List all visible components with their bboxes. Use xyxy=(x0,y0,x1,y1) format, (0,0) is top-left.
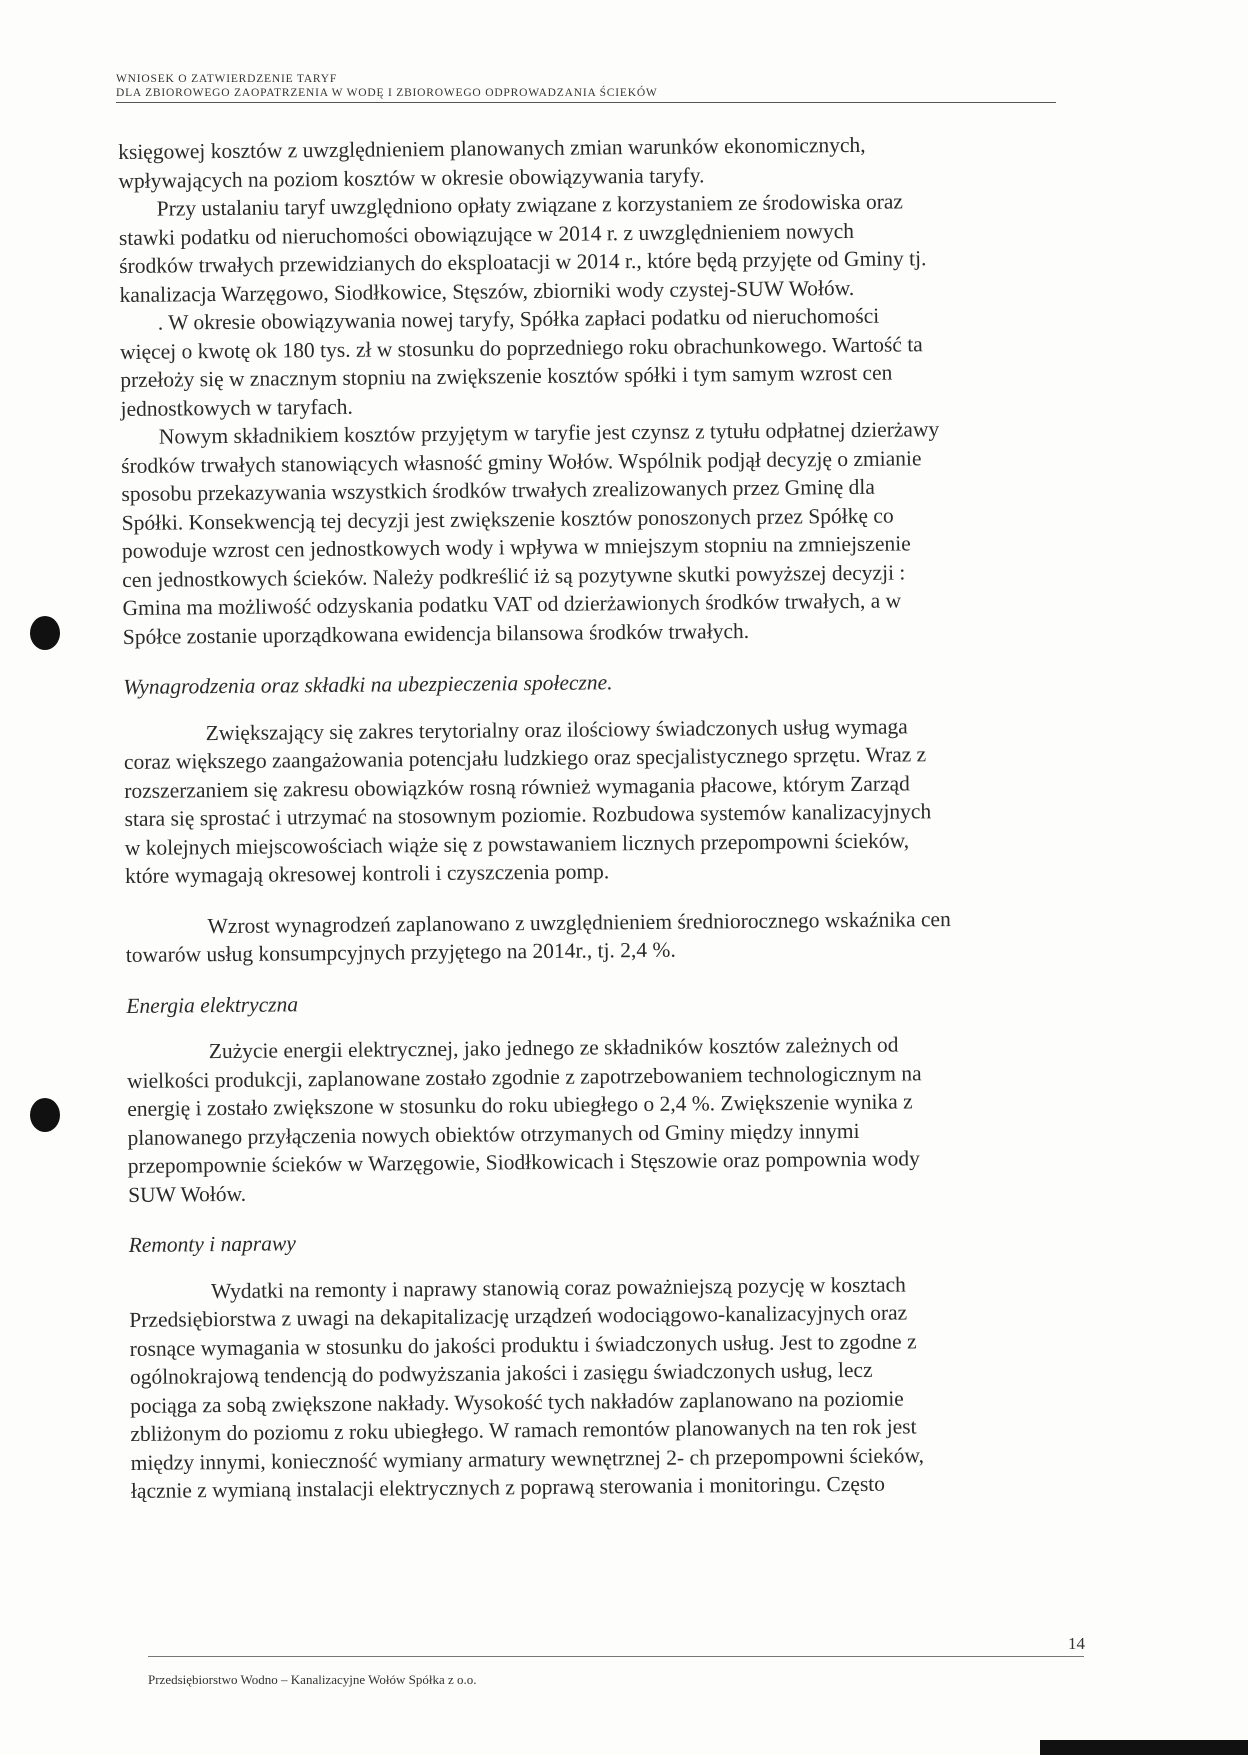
footer-company-name: Przedsiębiorstwo Wodno – Kanalizacyjne Wołów Spółka z o.o. xyxy=(148,1672,477,1687)
page-number: 14 xyxy=(1068,1634,1085,1653)
text-line: Nowym składnikiem kosztów przyjętym w taryfie jest czynsz z tytułu odpłatnej dzierżawy xyxy=(158,417,940,449)
text-line: rosnące wymagania w stosunku do jakości produktu i świadczonych usług. Jest to zgodne z xyxy=(129,1328,917,1361)
text-line: więcej o kwotę ok 180 tys. zł w stosunku do poprzedniego roku obrachunkowego. Wartość ta xyxy=(119,331,923,364)
document-body xyxy=(118,129,1067,1527)
text-line: w kolejnych miejscowościach wiąże się z powstawaniem licznych przepompowni ścieków, xyxy=(124,827,910,860)
text-line: Spółce zostanie uporządkowana ewidencja bilansowa środków trwałych. xyxy=(122,618,750,649)
punch-hole-mark xyxy=(30,1098,60,1132)
text-line: coraz większego zaangażowania potencjału ludzkiego oraz specjalistycznego sprzętu. Wraz z xyxy=(123,742,927,774)
text-line: kanalizacja Warzęgowo, Siodłkowice, Stęszów, zbiorniki wody czystej-SUW Wołów. xyxy=(119,275,855,307)
text-line: powoduje wzrost cen jednostkowych wody i wpływa w mniejszym stopniu na zmniejszenie xyxy=(121,531,911,563)
text-line: księgowej kosztów z uwzględnieniem planowanych zmian warunków ekonomicznych, xyxy=(118,132,866,164)
footer-divider xyxy=(148,1656,1084,1657)
punch-hole-mark xyxy=(30,616,60,650)
header-divider xyxy=(116,102,1056,103)
text-line: środków trwałych przewidzianych do eksploatacji w 2014 r., które będą przyjęte od Gminy tj. xyxy=(119,246,927,278)
text-line: pociąga za sobą zwiększone nakłady. Wysokość tych nakładów zaplanowano na poziomie xyxy=(130,1386,904,1418)
section-heading-repairs: Remonty i naprawy xyxy=(128,1231,296,1257)
text-line: przepompownie ścieków w Warzęgowie, Siodłkowicach i Stęszowie oraz pompownia wody xyxy=(127,1146,920,1178)
text-line: Przy ustalaniu taryf uwzględniono opłaty związane z korzystaniem ze środowiska oraz xyxy=(156,189,904,221)
text-line: przełoży się w znacznym stopniu na zwiększenie kosztów spółki i tym samym wzrost cen xyxy=(120,360,893,392)
intro-paragraph xyxy=(118,129,1059,651)
text-line: Wzrost wynagrodzeń zaplanowano z uwzględnieniem średniorocznego wskaźnika cen xyxy=(207,906,951,938)
text-line: towarów usług konsumpcyjnych przyjętego na 2014r., tj. 2,4 %. xyxy=(125,937,676,967)
repairs-paragraph xyxy=(129,1268,1067,1505)
text-line: ogólnokrajową tendencją do podwyższania jakości i zasięgu świadczonych usług, lecz xyxy=(129,1357,873,1389)
text-line: zbliżonym do poziomu z roku ubiegłego. W ramach remontów planowanych na ten rok jest xyxy=(130,1414,917,1446)
wages-paragraph-2 xyxy=(125,903,1062,969)
text-line: stara się sprostać i utrzymać na stosownym poziomie. Rozbudowa systemów kanalizacyjnych xyxy=(124,799,932,831)
text-line: wielkości produkcji, zaplanowane zostało zgodnie z zapotrzebowaniem technologicznym na xyxy=(126,1060,922,1093)
text-line: środków trwałych stanowiących własność gminy Wołów. Wspólnik podjął decyzję o zmianie xyxy=(121,445,922,478)
text-line: stawki podatku od nieruchomości obowiązujące w 2014 r. z uwzględnieniem nowych xyxy=(118,218,855,250)
text-line: energię i zostało zwiększone w stosunku do roku ubiegłego o 2,4 %. Zwiększenie wynika z xyxy=(127,1089,913,1121)
text-line: jednostkowych w taryfach. xyxy=(120,394,353,421)
document-header xyxy=(116,72,1056,100)
text-line: sposobu przekazywania wszystkich środków trwałych zrealizowanych przez Gminę dla xyxy=(121,474,875,506)
text-line: Wydatki na remonty i naprawy stanowią coraz poważniejszą pozycję w kosztach xyxy=(210,1271,906,1303)
text-line: cen jednostkowych ścieków. Należy podkreślić iż są pozytywne skutki powyższej decyzji : xyxy=(122,559,906,592)
text-line: rozszerzaniem się zakresu obowiązków rosną również wymagania płacowe, którym Zarząd xyxy=(124,770,910,803)
text-line: które wymagają okresowej kontroli i czyszczenia pomp. xyxy=(124,859,610,888)
text-line: Przedsiębiorstwa z uwagi na dekapitalizację urządzeń wodociągowo-kanalizacyjnych oraz xyxy=(129,1300,908,1332)
text-line: Spółki. Konsekwencją tej decyzji jest zwiększenie kosztów ponoszonych przez Spółkę co xyxy=(121,503,894,535)
wages-paragraph-1 xyxy=(124,710,1062,890)
header-title-line-1: WNIOSEK O ZATWIERDZENIE TARYF xyxy=(116,73,338,85)
section-heading-wages: Wynagrodzenia oraz składki na ubezpieczenia społeczne. xyxy=(123,670,613,699)
scan-edge-artifact xyxy=(1040,1740,1248,1755)
text-line: między innymi, konieczność wymiany armatury wewnętrznej 2- ch przepompowni ścieków, xyxy=(130,1442,925,1475)
text-line: Zużycie energii elektrycznej, jako jednego ze składników kosztów zależnych od xyxy=(208,1032,899,1064)
text-line: planowanego przyłączenia nowych obiektów otrzymanych od Gminy między innymi xyxy=(127,1118,860,1150)
text-line: wpływających na poziom kosztów w okresie obowiązywania taryfy. xyxy=(118,162,705,193)
text-line: SUW Wołów. xyxy=(128,1181,247,1207)
text-line: . W okresie obowiązywania nowej taryfy, Spółka zapłaci podatku od nieruchomości xyxy=(157,303,880,335)
text-line: Gmina ma możliwość odzyskania podatku VAT od dzierżawionych środków trwałych, a w xyxy=(122,588,902,620)
section-heading-energy: Energia elektryczna xyxy=(126,991,299,1018)
energy-paragraph xyxy=(127,1029,1065,1209)
header-title-line-2: DLA ZBIOROWEGO ZAOPATRZENIA W WODĘ I ZBIOROWEGO ODPROWADZANIA ŚCIEKÓW xyxy=(116,87,658,99)
text-line: łącznie z wymianą instalacji elektrycznych z poprawą sterowania i monitoringu. Często xyxy=(130,1471,886,1503)
text-line: Zwiększający się zakres terytorialny oraz ilościowy świadczonych usług wymaga xyxy=(205,713,908,745)
